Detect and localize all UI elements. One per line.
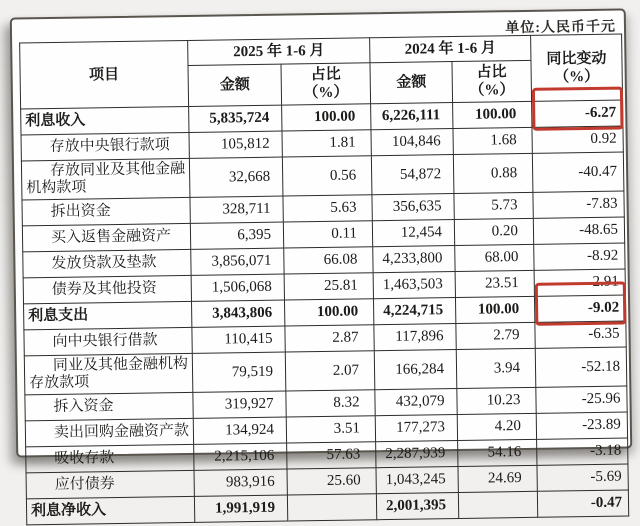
cell-amount-2024: 1,043,245 bbox=[376, 466, 458, 493]
cell-amount-2024: 1,463,503 bbox=[373, 272, 455, 299]
cell-ratio-2025: 2.87 bbox=[285, 325, 374, 352]
ratio-header-line2: （%） bbox=[469, 82, 515, 99]
cell-ratio-2024: 4.20 bbox=[457, 413, 536, 440]
cell-amount-2024: 166,284 bbox=[374, 350, 457, 390]
cell-ratio-2024: 2.79 bbox=[456, 322, 535, 349]
cell-amount-2024: 4,233,800 bbox=[373, 246, 455, 273]
cell-ratio-2024: 68.00 bbox=[455, 244, 534, 271]
cell-ratio-2025: 1.81 bbox=[282, 130, 371, 157]
cell-amount-2024: 2,287,939 bbox=[376, 440, 458, 467]
row-label: 拆入资金 bbox=[25, 392, 193, 420]
cell-amount-2025: 2,215,106 bbox=[194, 443, 287, 470]
row-label: 应付债券 bbox=[26, 470, 194, 498]
cell-ratio-2024 bbox=[458, 491, 537, 518]
table-body bbox=[21, 100, 629, 525]
cell-amount-2024: 2,001,395 bbox=[376, 492, 458, 519]
table-header bbox=[20, 34, 623, 109]
row-label: 发放贷款及垫款 bbox=[23, 249, 191, 277]
cell-ratio-2024: 100.00 bbox=[453, 101, 532, 128]
cell-amount-2025: 5,835,724 bbox=[189, 105, 282, 132]
cell-amount-2024: 432,079 bbox=[375, 389, 457, 416]
row-label: 吸收存款 bbox=[26, 444, 194, 472]
document-page bbox=[10, 8, 632, 520]
cell-ratio-2025: 3.51 bbox=[286, 416, 375, 443]
cell-ratio-2025 bbox=[287, 494, 376, 521]
cell-ratio-2025: 25.81 bbox=[284, 273, 373, 300]
row-label: 拆出资金 bbox=[22, 197, 190, 225]
cell-yoy-change: -23.89 bbox=[536, 412, 627, 439]
col-header-period-2025: 2025 年 1-6 月 bbox=[188, 38, 370, 66]
cell-yoy-change: -48.65 bbox=[533, 217, 624, 244]
cell-yoy-change: -6.27 bbox=[532, 100, 623, 127]
cell-ratio-2025: 5.63 bbox=[283, 195, 372, 222]
col-header-amount-2025: 金额 bbox=[188, 64, 282, 106]
row-label: 存放同业及其他金融机构款项 bbox=[21, 158, 190, 199]
row-label: 债券及其他投资 bbox=[23, 275, 191, 303]
col-header-item: 项目 bbox=[20, 40, 189, 108]
cell-yoy-change: -9.02 bbox=[534, 295, 625, 322]
cell-ratio-2024: 23.51 bbox=[455, 270, 534, 297]
cell-amount-2025: 110,415 bbox=[192, 326, 285, 353]
financial-table bbox=[19, 34, 629, 526]
cell-ratio-2024: 100.00 bbox=[455, 296, 534, 323]
ratio-header-line1: 占比 bbox=[476, 64, 507, 81]
cell-amount-2024: 6,226,111 bbox=[371, 103, 453, 130]
cell-ratio-2024: 5.73 bbox=[454, 192, 533, 219]
cell-amount-2025: 319,927 bbox=[193, 391, 286, 418]
row-label: 利息净收入 bbox=[26, 496, 194, 524]
cell-yoy-change: -52.18 bbox=[535, 347, 627, 387]
yoy-header-line1: 同比变动 bbox=[546, 50, 607, 68]
cell-ratio-2025: 25.60 bbox=[287, 468, 376, 495]
col-header-ratio-2025 bbox=[281, 63, 371, 105]
cell-ratio-2025: 100.00 bbox=[282, 104, 371, 131]
col-header-amount-2024: 金额 bbox=[370, 62, 453, 104]
cell-amount-2024: 177,273 bbox=[375, 414, 457, 441]
row-label: 利息收入 bbox=[21, 106, 189, 134]
cell-amount-2025: 1,506,068 bbox=[191, 274, 284, 301]
cell-ratio-2024: 1.68 bbox=[453, 127, 532, 154]
cell-amount-2025: 6,395 bbox=[190, 222, 283, 249]
cell-ratio-2024: 10.23 bbox=[457, 387, 536, 414]
cell-amount-2025: 105,812 bbox=[189, 131, 282, 158]
row-label: 向中央银行借款 bbox=[24, 327, 192, 355]
cell-amount-2024: 4,224,715 bbox=[373, 298, 455, 325]
cell-yoy-change: -8.92 bbox=[534, 243, 625, 270]
col-header-ratio-2024 bbox=[452, 60, 532, 102]
ratio-header-line1: 占比 bbox=[310, 66, 341, 84]
row-label: 同业及其他金融机构存放款项 bbox=[24, 353, 193, 394]
cell-amount-2025: 1,991,919 bbox=[194, 495, 287, 522]
cell-ratio-2025: 2.07 bbox=[285, 351, 375, 391]
cell-ratio-2024: 0.20 bbox=[454, 218, 533, 245]
cell-ratio-2024: 24.69 bbox=[458, 465, 537, 492]
cell-amount-2025: 3,856,071 bbox=[191, 248, 284, 275]
cell-yoy-change: -5.69 bbox=[537, 464, 628, 491]
row-label: 利息支出 bbox=[24, 301, 192, 329]
cell-yoy-change: -0.47 bbox=[537, 490, 628, 517]
cell-amount-2025: 328,711 bbox=[190, 196, 283, 223]
cell-ratio-2025: 57.63 bbox=[287, 442, 376, 469]
col-header-yoy-change bbox=[531, 34, 623, 101]
cell-yoy-change: -6.35 bbox=[535, 321, 626, 348]
cell-amount-2025: 3,843,806 bbox=[192, 300, 285, 327]
unit-label: 单位:人民币千元 bbox=[505, 19, 617, 37]
cell-amount-2024: 356,635 bbox=[372, 194, 454, 221]
cell-amount-2024: 12,454 bbox=[372, 220, 454, 247]
cell-ratio-2025: 8.32 bbox=[286, 390, 375, 417]
cell-ratio-2024: 0.88 bbox=[453, 153, 533, 193]
cell-amount-2024: 117,896 bbox=[374, 324, 456, 351]
yoy-header-line2: （%） bbox=[554, 68, 600, 86]
cell-ratio-2024: 54.16 bbox=[458, 439, 537, 466]
cell-amount-2024: 54,872 bbox=[371, 155, 454, 195]
row-label: 存放中央银行款项 bbox=[21, 132, 189, 160]
cell-amount-2025: 983,916 bbox=[194, 469, 287, 496]
cell-ratio-2025: 100.00 bbox=[284, 299, 373, 326]
col-header-period-2024: 2024 年 1-6 月 bbox=[370, 35, 531, 62]
cell-ratio-2025: 66.08 bbox=[284, 247, 373, 274]
cell-amount-2025: 134,924 bbox=[193, 417, 286, 444]
cell-yoy-change: -40.47 bbox=[532, 152, 624, 192]
row-label: 买入返售金融资产 bbox=[22, 223, 190, 251]
cell-ratio-2025: 0.56 bbox=[282, 156, 372, 196]
cell-amount-2024: 104,846 bbox=[371, 129, 453, 156]
ratio-header-line2: （%） bbox=[303, 84, 349, 102]
cell-yoy-change: -3.18 bbox=[537, 438, 628, 465]
cell-ratio-2024: 3.94 bbox=[456, 348, 536, 388]
cell-yoy-change: -25.96 bbox=[536, 386, 627, 413]
cell-yoy-change: -7.83 bbox=[533, 191, 624, 218]
cell-amount-2025: 32,668 bbox=[189, 157, 283, 197]
cell-yoy-change: 0.92 bbox=[532, 126, 623, 153]
cell-yoy-change: 2.91 bbox=[534, 269, 625, 296]
cell-amount-2025: 79,519 bbox=[192, 352, 286, 392]
cell-ratio-2025: 0.11 bbox=[283, 221, 372, 248]
row-label: 卖出回购金融资产款 bbox=[25, 418, 193, 446]
